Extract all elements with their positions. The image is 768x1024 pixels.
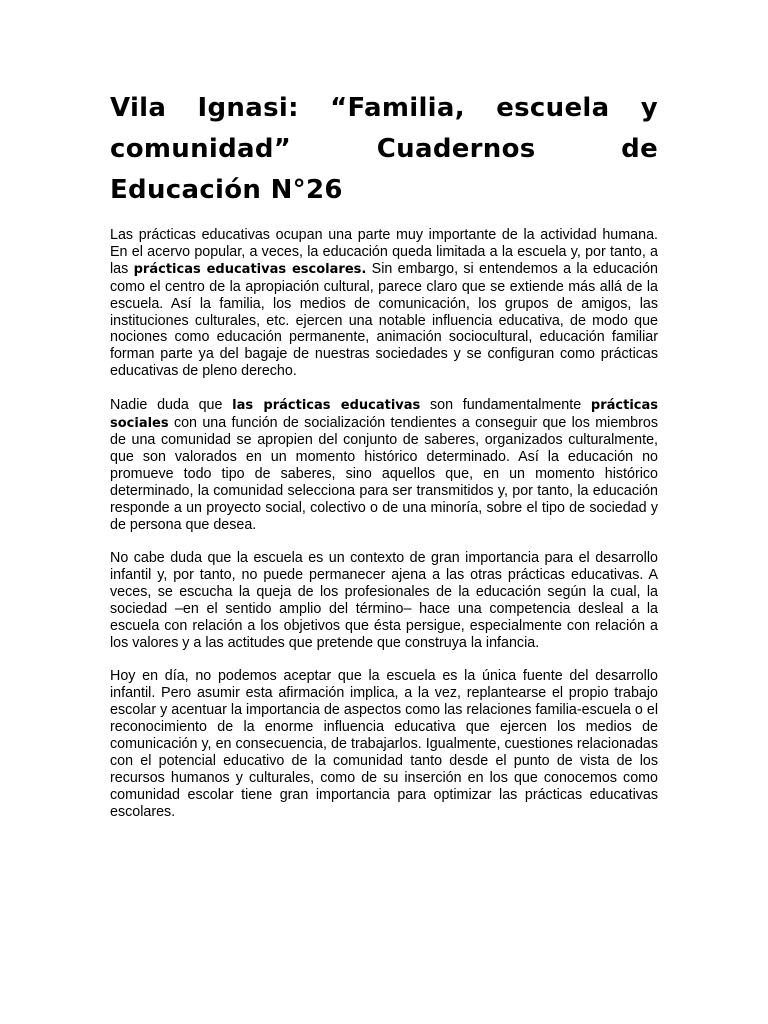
paragraph-text: son fundamentalmente xyxy=(420,396,591,413)
paragraph-text: Las prácticas educativas ocupan una parte muy importante de la actividad humana. En el acervo popular, a veces, la educación queda limitada a la escuela y, por tanto, a las xyxy=(110,227,658,277)
paragraph-text: Nadie duda que xyxy=(110,396,233,413)
bold-phrase: prácticas sociales xyxy=(110,397,658,431)
paragraph-3 xyxy=(110,550,658,651)
paragraph-text: Sin embargo, si entendemos a la educación como el centro de la apropiación cultural, parece claro que se extiende más allá de la escuela. Así la familia, los medios de comunicación, los grupos de amigos, las instituciones culturales, etc. ejercen una notable influencia educativa, de modo que nociones como educación permanente, animación sociocultural, educación familiar forman parte ya del bagaje de nuestras sociedades y se configuran como prácticas educativas de pleno derecho. xyxy=(110,260,659,380)
paragraph-1 xyxy=(110,227,658,380)
document-title: Vila Ignasi: “Familia, escuela y comunidad” Cuadernos de Educación N°26 xyxy=(110,93,658,205)
bold-phrase: prácticas educativas escolares. xyxy=(133,261,367,277)
document-page xyxy=(110,88,658,837)
bold-phrase: las prácticas educativas xyxy=(232,397,421,413)
paragraph-text: No cabe duda que la escuela es un contexto de gran importancia para el desarrollo infantil y, por tanto, no puede permanecer ajena a las otras prácticas educativas. A veces, se escucha la queja de los profesionales de la educación según la cual, la sociedad –en el sentido amplio del término– hace una competencia desleal a la escuela con relación a los objetivos que ésta persigue, especialmente con relación a los valores y a las actitudes que pretende que construya la infancia. xyxy=(110,550,658,651)
paragraph-text: con una función de socialización tendientes a conseguir que los miembros de una comunidad se apropien del conjunto de saberes, organizados culturalmente, que son valorados en un momento histórico determinado. Así la educación no promueve todo tipo de saberes, sino aquellos que, en un momento histórico determinado, la comunidad selecciona para ser transmitidos y, por tanto, la educación responde a un proyecto social, colectivo o de una minoría, sobre el tipo de sociedad y de persona que desea. xyxy=(110,414,658,533)
paragraph-text: Hoy en día, no podemos aceptar que la escuela es la única fuente del desarrollo infantil. Pero asumir esta afirmación implica, a la vez, replantearse el propio trabajo escolar y acentuar la importancia de aspectos como las relaciones familia-escuela o el reconocimiento de la enorme influencia educativa que ejercen los medios de comunicación y, en consecuencia, de trabajarlos. Igualmente, cuestiones relacionadas con el potencial educativo de la comunidad tanto desde el punto de vista de los recursos humanos y culturales, como de su inserción en los que conocemos como comunidad escolar tiene gran importancia para optimizar las prácticas educativas escolares. xyxy=(110,668,658,820)
paragraph-2 xyxy=(110,397,658,534)
paragraph-4 xyxy=(110,668,658,820)
